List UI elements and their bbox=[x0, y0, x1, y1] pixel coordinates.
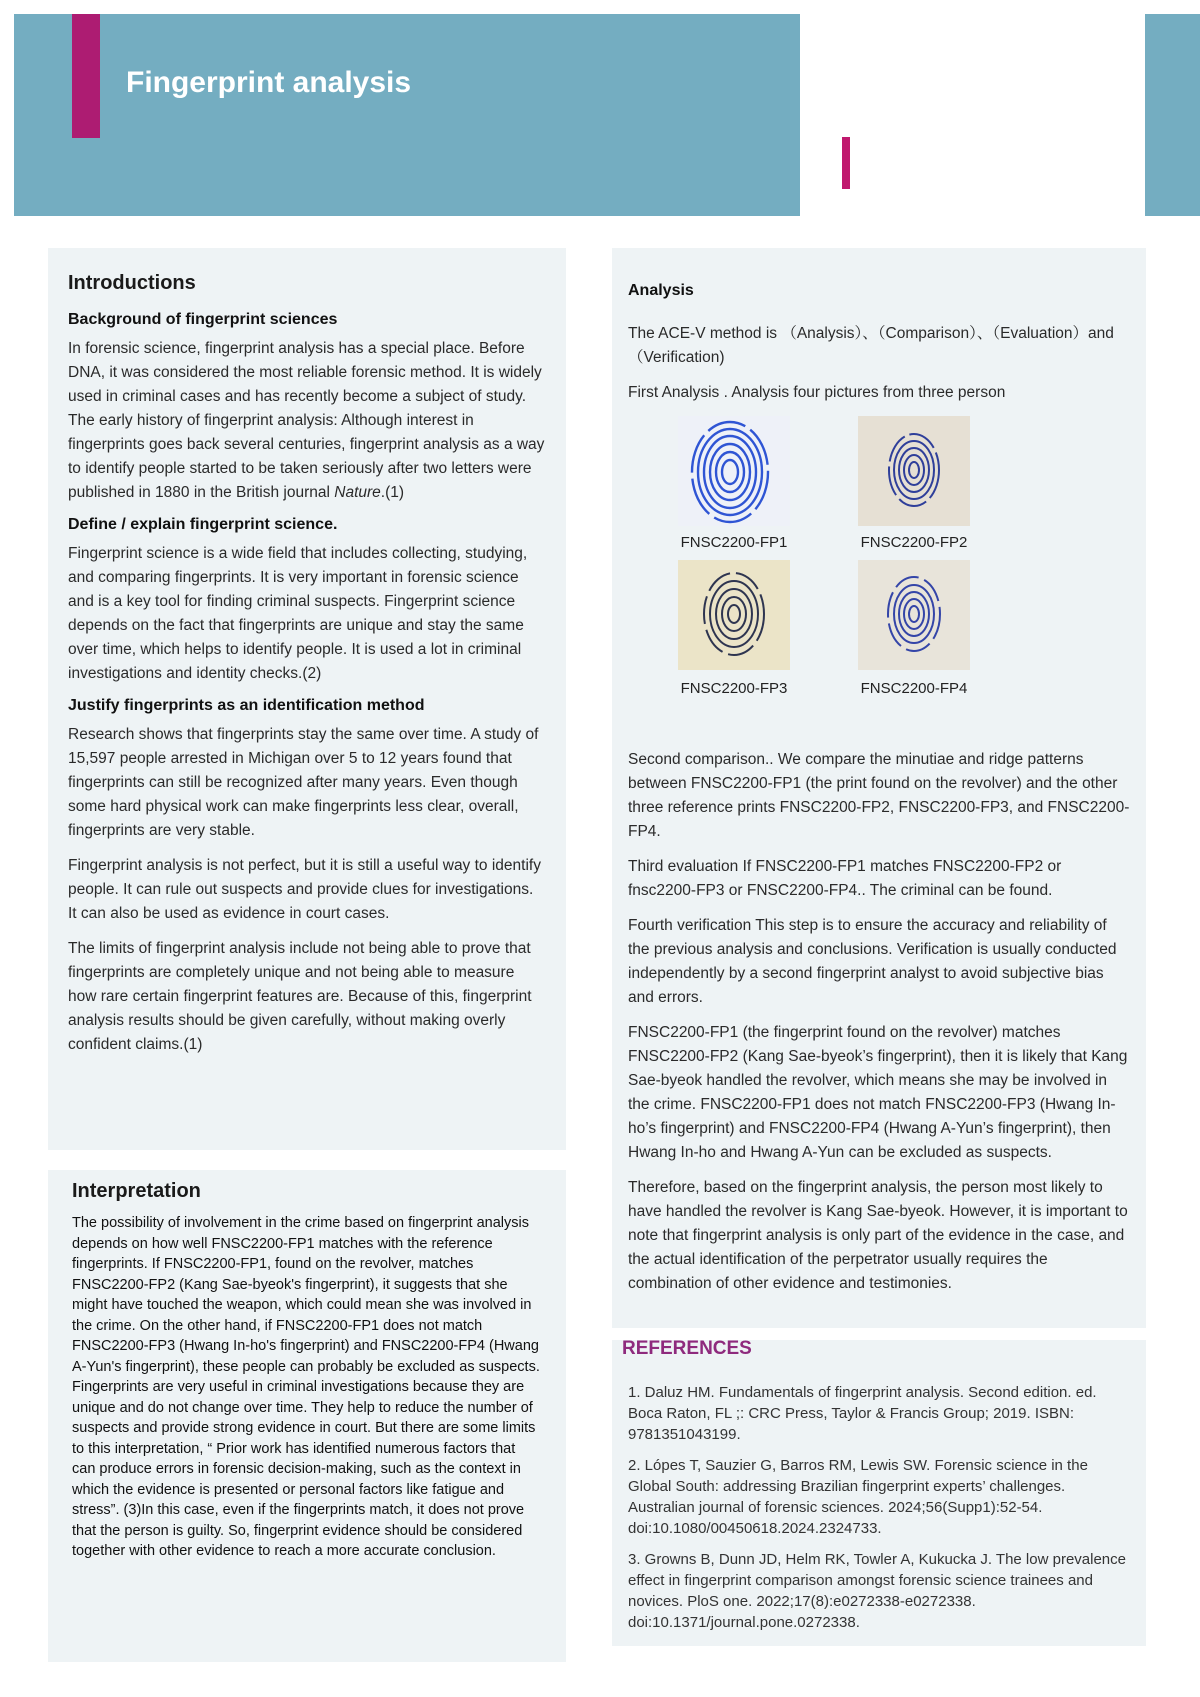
fingerprint-icon bbox=[858, 560, 970, 670]
fingerprint-label-fp3: FNSC2200-FP3 bbox=[680, 680, 788, 697]
reference-item: 1. Daluz HM. Fundamentals of fingerprint analysis. Second edition. ed. Boca Raton, FL ;: CRC Press, Taylor & Francis Group; 2019. ISBN: 9781351043199. bbox=[628, 1384, 1097, 1443]
fingerprint-label-fp4: FNSC2200-FP4 bbox=[860, 680, 968, 697]
journal-name: Nature bbox=[334, 484, 381, 501]
analysis-panel bbox=[612, 248, 1146, 1328]
define-paragraph: Fingerprint science is a wide field that includes collecting, studying, and comparing fingerprints. It is very important in forensic science and is a key tool for finding criminal suspects. Fingerprint science depends on the fact that fingerprints are unique and stay the same over time, which helps to identify people. It is used a lot in criminal investigations and identity checks.(2) bbox=[68, 545, 528, 682]
interpretation-panel bbox=[48, 1170, 566, 1662]
fingerprint-label-fp1: FNSC2200-FP1 bbox=[680, 534, 788, 551]
fingerprint-image-fp1 bbox=[678, 416, 790, 526]
conclusion-paragraph: Therefore, based on the fingerprint analysis, the person most likely to have handled the revolver is Kang Sae-byeok. However, it is important to note that fingerprint analysis is only part of the evidence in the case, and the actual identification of the perpetrator usually requires the combination of other evidence and testimonies. bbox=[628, 1179, 1128, 1292]
fingerprint-image-fp2 bbox=[858, 416, 970, 526]
first-analysis-paragraph: First Analysis . Analysis four pictures from three person bbox=[628, 384, 1006, 401]
references-heading: REFERENCES bbox=[622, 1338, 752, 1359]
justify-paragraph-1: Research shows that fingerprints stay the same over time. A study of 15,597 people arrested in Michigan over 5 to 12 years found that fingerprints can still be recognized after many years. Even though some hard physical work can make fingerprints less clear, overall, fingerprints are very stable. bbox=[68, 726, 539, 839]
page-title: Fingerprint analysis bbox=[126, 66, 412, 99]
comparison-paragraph: Second comparison.. We compare the minutiae and ridge patterns between FNSC2200-FP1 (the print found on the revolver) and the other three reference prints FNSC2200-FP2, FNSC2200-FP3, and FNSC2200-FP4. bbox=[628, 751, 1130, 840]
fingerprint-icon bbox=[678, 416, 790, 526]
fingerprint-icon bbox=[858, 416, 970, 526]
fingerprint-label-fp2: FNSC2200-FP2 bbox=[860, 534, 968, 551]
fingerprint-image-fp3 bbox=[678, 560, 790, 670]
fingerprint-grid bbox=[628, 416, 1130, 738]
accent-mark bbox=[842, 137, 850, 189]
interpretation-text: The possibility of involvement in the crime based on fingerprint analysis depends on how well FNSC2200-FP1 matches with the reference fingerprints. If FNSC2200-FP1, found on the revolver, matches FNSC2200-FP2 (Kang Sae-byeok's fingerprint), it suggests that she might have touched the weapon, which could mean she was involved in the crime. On the other hand, if FNSC2200-FP1 does not match FNSC2200-FP3 (Hwang In-ho's fingerprint) and FNSC2200-FP4 (Hwang A-Yun's fingerprint), these people can probably be excluded as suspects. Fingerprints are very useful in criminal investigations because they are unique and do not change over time. They help to reduce the number of suspects and provide strong evidence in court. But there are some limits to this interpretation, “ Prior work has identified numerous factors that can produce errors in forensic decision-making, such as the context in which the evidence is presented or personal factors like fatigue and stress”. (3)In this case, even if the fingerprints match, it does not prove that the person is guilty. So, fingerprint evidence should be considered together with other evidence to reach a more accurate conclusion. bbox=[72, 1215, 540, 1559]
limits-paragraph: The limits of fingerprint analysis include not being able to prove that fingerprints are completely unique and not being able to measure how rare certain fingerprint features are. Because of this, fingerprint analysis results should be given carefully, without making overly confident claims.(1) bbox=[68, 940, 532, 1053]
verification-paragraph: Fourth verification This step is to ensure the accuracy and reliability of the previous analysis and conclusions. Verification is usually conducted independently by a second fingerprint analyst to avoid subjective bias and errors. bbox=[628, 917, 1117, 1006]
analysis-heading: Analysis bbox=[628, 282, 694, 299]
fingerprint-icon bbox=[678, 560, 790, 670]
interpretation-heading: Interpretation bbox=[72, 1180, 201, 1202]
ace-v-paragraph: The ACE-V method is （Analysis）、（Comparison）、（Evaluation）and（Verification) bbox=[628, 325, 1114, 366]
introductions-panel bbox=[48, 248, 566, 1150]
header-banner bbox=[14, 14, 800, 216]
background-paragraph: In forensic science, fingerprint analysis has a special place. Before DNA, it was considered the most reliable forensic method. It is widely used in criminal cases and has recently become a subject of study. The early history of fingerprint analysis: Although interest in fingerprints goes back several centuries, fingerprint analysis as a way to identify people started to be taken seriously after two letters were published in 1880 in the British journal Nature.(1) bbox=[68, 340, 545, 501]
evaluation-paragraph: Third evaluation If FNSC2200-FP1 matches FNSC2200-FP2 or fnsc2200-FP3 or FNSC2200-FP4.. The criminal can be found. bbox=[628, 858, 1062, 899]
background-subheading: Background of fingerprint sciences bbox=[68, 311, 338, 328]
reference-item: 3. Growns B, Dunn JD, Helm RK, Towler A, Kukucka J. The low prevalence effect in fingerprint comparison amongst forensic science trainees and novices. PloS one. 2022;17(8):e0272338-e0272338. doi:10.1371/journal.pone.0272338. bbox=[628, 1551, 1126, 1631]
justify-paragraph-2: Fingerprint analysis is not perfect, but it is still a useful way to identify people. It can rule out suspects and provide clues for investigations. It can also be used as evidence in court cases. bbox=[68, 857, 541, 922]
references-panel bbox=[612, 1340, 1146, 1646]
header-banner-right bbox=[1145, 14, 1200, 216]
fingerprint-image-fp4 bbox=[858, 560, 970, 670]
reference-item: 2. Lópes T, Sauzier G, Barros RM, Lewis SW. Forensic science in the Global South: addressing Brazilian fingerprint experts’ challenges. Australian journal of forensic sciences. 2024;56(Supp1):52-54. doi:10.1080/00450618.2024.2324733. bbox=[628, 1457, 1088, 1537]
match-result-paragraph: FNSC2200-FP1 (the fingerprint found on the revolver) matches FNSC2200-FP2 (Kang Sae-byeok’s fingerprint), then it is likely that Kang Sae-byeok handled the revolver, which means she may be involved in the crime. FNSC2200-FP1 does not match FNSC2200-FP3 (Hwang In-ho’s fingerprint) and FNSC2200-FP4 (Hwang A-Yun’s fingerprint), then Hwang In-ho and Hwang A-Yun can be excluded as suspects. bbox=[628, 1024, 1128, 1161]
header-accent-bar bbox=[72, 14, 100, 138]
define-subheading: Define / explain fingerprint science. bbox=[68, 516, 338, 533]
justify-subheading: Justify fingerprints as an identification method bbox=[68, 697, 425, 714]
introductions-heading: Introductions bbox=[68, 272, 196, 294]
